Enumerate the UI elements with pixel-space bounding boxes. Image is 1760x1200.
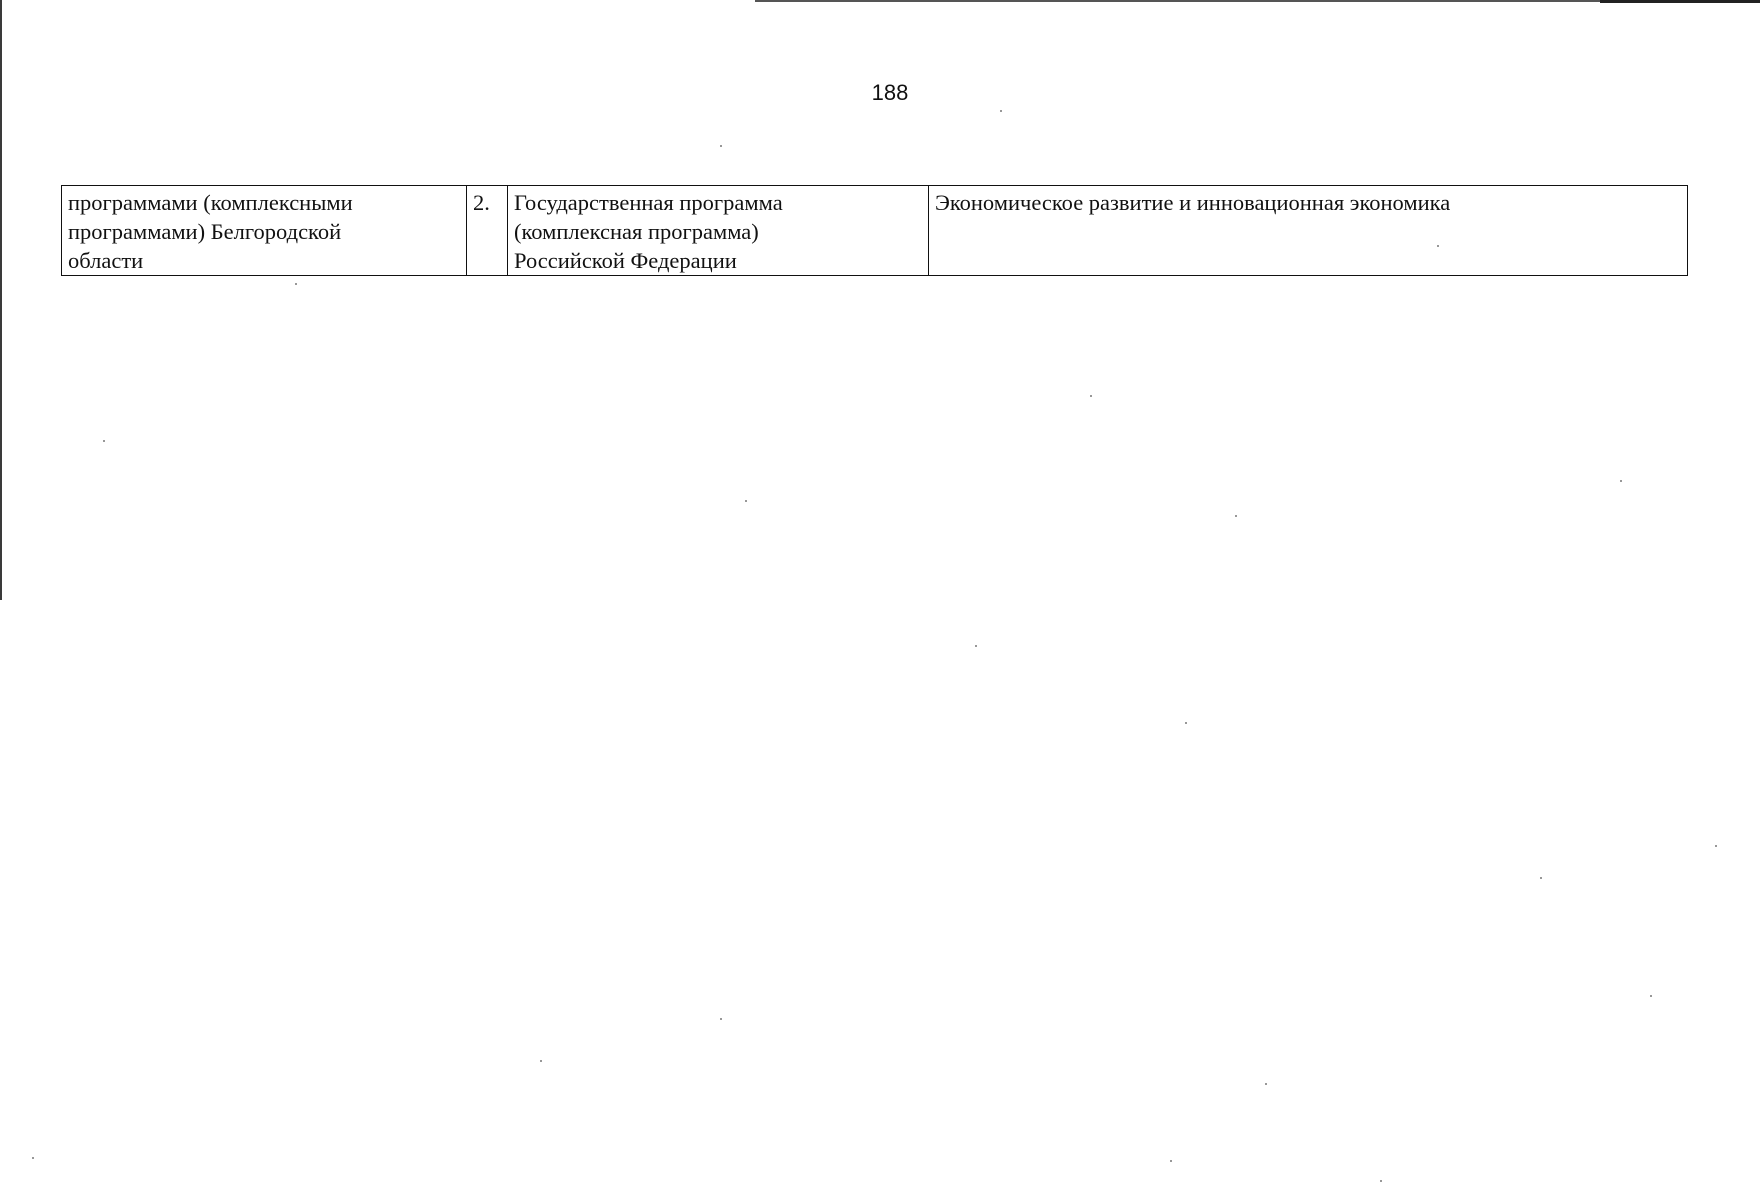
scan-speck: [1540, 877, 1542, 879]
scan-speck: [32, 1157, 34, 1159]
cell-text: 2.: [473, 190, 490, 215]
scan-speck: [720, 1018, 722, 1020]
table-cell-federal-program: [508, 186, 929, 276]
scan-speck: [1620, 480, 1622, 482]
cell-text: Государственная программа (комплексная программа) Российской Федерации: [514, 190, 783, 273]
cell-text: программами (комплексными программами) Белгородской области: [68, 190, 353, 273]
scan-speck: [1000, 110, 1002, 112]
scan-speck: [1170, 1160, 1172, 1162]
cell-text: Экономическое развитие и инновационная экономика: [935, 190, 1451, 215]
scan-speck: [103, 440, 105, 442]
scan-speck: [295, 283, 297, 285]
table-cell-program-name: [929, 186, 1688, 276]
scan-speck: [745, 500, 747, 502]
scan-speck: [1185, 722, 1187, 724]
scan-speck: [1235, 515, 1237, 517]
scan-speck: [975, 645, 977, 647]
document-table: [61, 185, 1688, 276]
scan-top-line-thick: [1600, 0, 1760, 3]
table-row: [62, 186, 1688, 276]
table-cell-program-type: [62, 186, 467, 276]
scan-speck: [1265, 1083, 1267, 1085]
scan-speck: [1437, 245, 1439, 247]
table-cell-number: [467, 186, 508, 276]
scan-speck: [1380, 1180, 1382, 1182]
scan-speck: [540, 1060, 542, 1062]
scan-speck: [1715, 845, 1717, 847]
scan-speck: [720, 145, 722, 147]
page-number: 188: [871, 80, 909, 105]
scan-speck: [1090, 395, 1092, 397]
scan-speck: [1650, 995, 1652, 997]
